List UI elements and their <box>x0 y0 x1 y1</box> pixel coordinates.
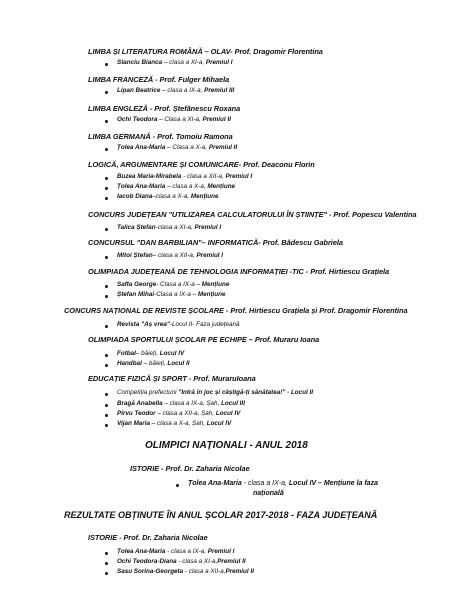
bullet <box>105 295 108 298</box>
item-name: Bragă Anabella <box>117 400 163 407</box>
bullet <box>105 256 108 259</box>
item-detail: -clasa a XI-a, <box>155 224 195 231</box>
item-award: Locul II <box>167 360 190 367</box>
bullet <box>105 404 108 407</box>
item-name: Lipan Beatrice <box>117 87 161 94</box>
item-detail: -Clasa a IX-a – <box>154 291 198 298</box>
list-item <box>117 193 219 200</box>
item-award: Locul IV <box>159 350 185 357</box>
item-name: Handbal <box>117 360 142 367</box>
list-item <box>117 558 246 565</box>
item-award: Premiul I <box>207 548 235 555</box>
bullet <box>105 228 108 231</box>
item-detail: – clasa a X-a, Șah, <box>150 420 207 427</box>
section-heading: OLIMPIADA JUDEȚEANĂ DE TEHNOLOGIA INFORMAȚIEI -TIC - Prof. Hirtiescu Grațiela <box>88 267 390 276</box>
item-award: Premiul I <box>194 224 222 231</box>
bullet <box>176 484 179 487</box>
list-item <box>117 144 237 151</box>
item-name: Fotbal <box>117 350 136 357</box>
list-item <box>117 360 189 367</box>
item-detail: – clasa a X-a, <box>165 183 208 190</box>
bullet <box>105 572 108 575</box>
bullet <box>105 285 108 288</box>
item-detail: –clasa a X-a, <box>152 193 191 200</box>
item-award: Premiul I <box>196 252 224 259</box>
item-detail: - clasa a XII-a, <box>181 173 226 180</box>
item-award: Premiul II <box>208 144 238 151</box>
item-name: Vijan Maria <box>117 420 151 427</box>
rezultate-title: REZULTATE OBȚINUTE ÎN ANUL ȘCOLAR 2017-2018 - FAZA JUDEȚEANĂ <box>64 510 378 520</box>
item-detail: – clasa a IX-a, <box>160 87 205 94</box>
bullet <box>105 177 108 180</box>
section-heading: OLIMPIADA SPORTULUI ȘCOLAR PE ECHIPE – Prof. Muraru Ioana <box>88 335 320 344</box>
item-name: Pîrvu Teodor <box>117 410 156 417</box>
bullet <box>105 414 108 417</box>
section-heading: LIMBA ȘI LITERATURA ROMÂNĂ – OLAV- Prof. Dragomir Florentina <box>88 47 323 56</box>
olimpici-item-line2 <box>253 490 284 497</box>
list-item <box>117 59 233 66</box>
olimpici-title: OLIMPICI NAȚIONALI - ANUL 2018 <box>145 440 308 451</box>
item-award-continued: națională <box>253 490 284 497</box>
bullet <box>105 187 108 190</box>
list-item <box>117 224 221 231</box>
item-award: Mențiune <box>190 193 219 200</box>
bullet <box>105 63 108 66</box>
item-name: Sasu Sorina-Georgeta <box>117 568 184 575</box>
list-item <box>117 291 225 298</box>
list-item <box>117 389 313 396</box>
item-name: Țolea Ana-Maria <box>117 144 166 151</box>
item-detail: – clasa a XII-a, <box>152 252 197 259</box>
list-item <box>117 321 240 328</box>
item-award: Locul IV <box>206 420 232 427</box>
item-name: Mitoi Ștefan <box>117 252 153 259</box>
item-detail: - clasa a IX-a, <box>241 480 289 487</box>
rezultate-subheading: ISTORIE - Prof. Dr. Zaharia Nicolae <box>88 533 208 542</box>
item-award: Mențiune <box>197 291 226 298</box>
list-item <box>117 410 240 417</box>
item-name: Buzea Maria-Mirabela <box>117 173 182 180</box>
item-detail: - clasa a XI-a, <box>176 558 218 565</box>
list-item <box>117 173 252 180</box>
olimpici-subheading: ISTORIE - Prof. Dr. Zaharia Nicolae <box>130 464 250 473</box>
list-item <box>117 87 234 94</box>
bullet <box>105 120 108 123</box>
list-item <box>117 568 254 575</box>
item-name: Revista "Aș vrea" <box>117 321 170 328</box>
item-award: Locul IV <box>215 410 241 417</box>
item-name: Safta George <box>117 281 157 288</box>
bullet <box>105 325 108 328</box>
item-name: Ștefan Mihai <box>117 291 155 298</box>
item-detail: – clasa a XI-a, <box>162 59 206 66</box>
item-detail: – clasa a XII-a, Șah, <box>155 410 216 417</box>
item-award: Premiul I <box>225 173 253 180</box>
item-detail: – băieți, <box>141 360 168 367</box>
item-name: Ochi Teodora-Diana <box>117 558 177 565</box>
item-name: Ochi Teodora <box>117 116 158 123</box>
bullet <box>105 354 108 357</box>
section-heading: CONCURS JUDEȚEAN "UTILIZAREA CALCULATORULUI ÎN ȘTIINȚE" - Prof. Popescu Valentina <box>88 210 417 219</box>
bullet <box>105 424 108 427</box>
section-heading: LIMBA GERMANĂ - Prof. Tomoiu Ramona <box>88 132 233 141</box>
section-heading: CONCURS NAȚIONAL DE REVISTE ȘCOLARE - Prof. Hirtiescu Grațiela și Prof. Dragomir Florentina <box>64 306 408 315</box>
item-award: Premiul II <box>217 558 246 565</box>
bullet <box>105 197 108 200</box>
item-award: "Intră în joc și câștigă-ți sănătatea!" - Locul II <box>178 389 313 396</box>
item-name: Țolea Ana-Maria <box>117 183 166 190</box>
olimpici-item <box>188 480 378 487</box>
section-heading: CONCURSUL "DAN BARBILIAN"– INFORMATICĂ- Prof. Bădescu Gabriela <box>88 238 343 247</box>
item-detail: - clasa a XII-a, <box>183 568 226 575</box>
bullet <box>105 91 108 94</box>
item-award: Locul III <box>221 400 245 407</box>
item-award: Faza județeană <box>196 321 240 328</box>
section-heading: EDUCAȚIE FIZICĂ ȘI SPORT - Prof. MuraruIoana <box>88 374 256 383</box>
bullet <box>105 552 108 555</box>
list-item <box>117 252 223 259</box>
item-name: Iacob Diana <box>117 193 153 200</box>
section-heading: LIMBA FRANCEZĂ - Prof. Fulger Mihaela <box>88 75 230 84</box>
item-name: Talica Ștefan <box>117 224 156 231</box>
item-detail: – clasa a IX-a, Șah, <box>162 400 222 407</box>
item-detail: Competiția prefecturii <box>117 389 179 396</box>
item-detail: - clasa a IX-a, <box>165 548 208 555</box>
item-award: Mențiune <box>207 183 236 190</box>
section-heading: LOGICĂ, ARGUMENTARE ȘI COMUNICARE- Prof. Deaconu Florin <box>88 160 315 169</box>
bullet <box>105 148 108 151</box>
bullet <box>105 393 108 396</box>
item-award: Premiul II <box>202 116 231 123</box>
item-detail: – Clasa a X-a, <box>165 144 209 151</box>
item-award: Mențiune <box>201 281 230 288</box>
list-item <box>117 116 231 123</box>
item-award: Premiul III <box>204 87 235 94</box>
item-name: Stanciu Bianca <box>117 59 163 66</box>
bullet <box>105 364 108 367</box>
item-award: Premiul II <box>225 568 254 575</box>
list-item <box>117 183 235 190</box>
item-detail: – Clasa a XI-a, <box>157 116 203 123</box>
item-name: Țolea Ana-Maria <box>188 480 242 487</box>
bullet <box>105 562 108 565</box>
item-award: Locul IV – Mențiune la faza <box>288 480 378 487</box>
list-item <box>117 400 245 407</box>
item-name: Țolea Ana-Maria <box>117 548 166 555</box>
item-detail: - Clasa a IX-a – <box>156 281 202 288</box>
section-heading: LIMBA ENGLEZĂ - Prof. Ștefănescu Roxana <box>88 104 241 113</box>
item-award: Premiul I <box>205 59 233 66</box>
item-detail: – băieți, <box>135 350 160 357</box>
list-item <box>117 350 184 357</box>
list-item <box>117 420 231 427</box>
list-item <box>117 281 229 288</box>
item-detail: -Locul II- <box>169 321 197 328</box>
list-item <box>117 548 234 555</box>
